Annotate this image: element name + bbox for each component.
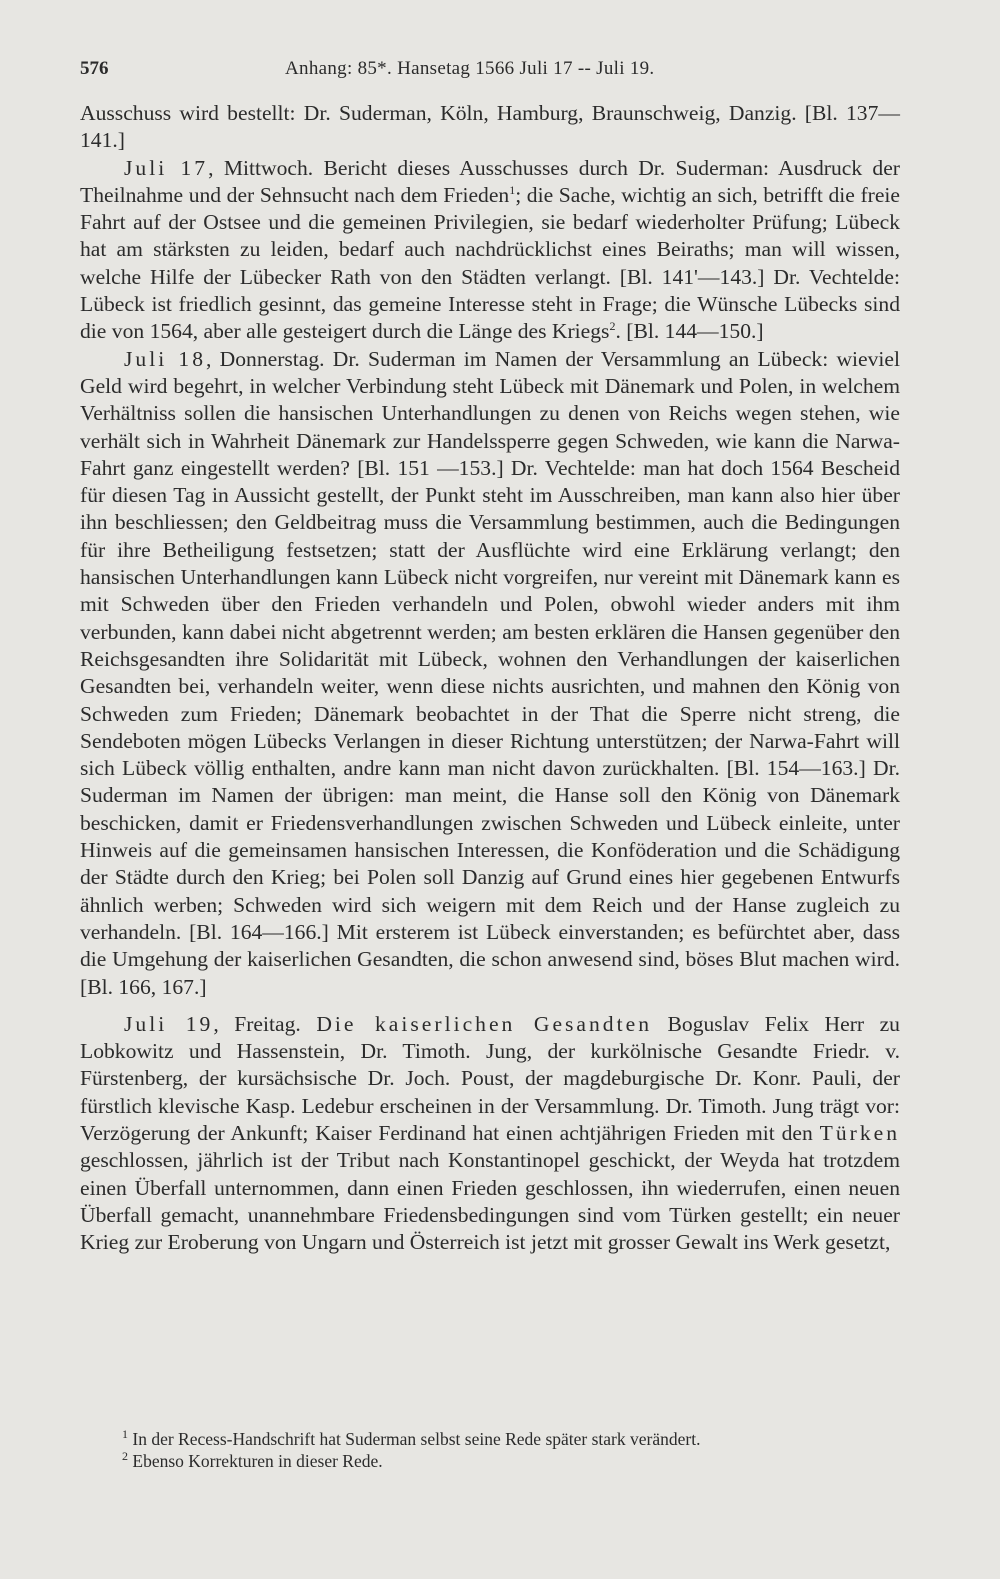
paragraph-2-text-b: ; die Sache, wichtig an sich, betrifft die freie Fahrt auf der Ostsee und die gemeinen Privilegien, sie bedarf wiederholter Prüfung; Lübeck hat am stärksten zu leiden, bedarf auch nachdrücklichst eines Beiraths; man will wissen, welche Hilfe der Lübecker Rath von den Städten verlangt. [Bl. 141'—143.] Dr. Vechtelde: Lübeck ist friedlich gesinnt, das gemeine Interesse steht in Frage; die Wünsche Lübecks sind die von 1564, aber alle gesteigert durch die Länge des Kriegs — [80, 182, 900, 344]
paragraph-1 — [80, 100, 900, 155]
footnote-mark-1: 1 — [122, 1427, 128, 1442]
paragraph-2-text-c: . [Bl. 144—150.] — [615, 319, 764, 344]
paragraph-2 — [80, 155, 900, 346]
paragraph-3-text: , Donnerstag. Dr. Suderman im Namen der Versammlung an Lübeck: wieviel Geld wird begehrt, in welcher Verbindung steht Lübeck mit Dänemark und Polen, in welchem Verhältniss sollen die hansischen Unterhandlungen zu denen von Reichs wegen stehen, wie verhält sich in Wahrheit Dänemark zur Handelssperre gegen Schweden, wie kann die Narwa-Fahrt ganz eingestellt werden? [Bl. 151 —153.] Dr. Vechtelde: man hat doch 1564 Bescheid für diesen Tag in Aussicht gestellt, der Punkt steht im Ausschreiben, man kann also hier über ihn beschliessen; den Geldbeitrag muss die Versammlung bestimmen, auch die Bedingungen für ihre Betheiligung festsetzen; statt der Ausflüchte wird eine Erklärung verlangt; den hansischen Unterhandlungen kann Lübeck nicht vorgreifen, nur vereint mit Dänemark kann es mit Schweden über den Frieden verhandeln und Polen, obwohl wieder anders mit ihm verbunden, kann dabei nicht abgetrennt werden; am besten erklären die Hansen gegenüber den Reichsgesandten ihre Solidarität mit Lübeck, wohnen den Verhandlungen der kaiserlichen Gesandten bei, verhandeln weiter, wenn diese nichts ausrichten, und mahnen den König von Schweden zum Frieden; Dänemark beobachtet in der That die Sperre nicht streng, die Sendeboten mögen Lübecks Verlangen in dieser Richtung unterstützen; der Narwa-Fahrt will sich Lübeck völlig enthalten, andre kann man nicht davon zurückhalten. [Bl. 154—163.] Dr. Suderman im Namen der übrigen: man meint, die Hanse soll den König von Dänemark beschicken, damit er Friedensverhandlungen zwischen Schweden und Lübeck einleite, unter Hinweis auf die gemeinsamen hansischen Interessen, die Konföderation und die Schädigung der Städte durch den Krieg; bei Polen soll Danzig auf Grund eines hier gegebenen Entwurfs ähnlich werben; Schweden wird sich weigern mit dem Reich und der Hanse zugleich zu verhandeln. [Bl. 164—166.] Mit ersterem ist Lübeck einverstanden; es befürchtet aber, dass die Umgehung der kaiserlichen Gesandten, die schon anwesend sind, böses Blut machen wird. [Bl. 166, 167.] — [80, 346, 900, 999]
page-number: 576 — [80, 58, 109, 79]
paragraph-4-text-a: , Freitag. — [213, 1011, 317, 1036]
date-juli-18: Juli 18 — [124, 346, 207, 371]
footnote-mark-2: 2 — [122, 1449, 128, 1464]
paragraph-4-text-c: geschlossen, jährlich ist der Tribut nach Konstantinopel geschickt, der Weyda hat trotzdem einen Überfall unternommen, dann einen Frieden geschlossen, ihn wiederrufen, einen neuen Überfall gemacht, unannehmbare Friedensbedingungen sind vom Türken gestellt; ein neuer Krieg zur Eroberung von Ungarn und Österreich ist jetzt mit grosser Gewalt ins Werk gesetzt, — [80, 1148, 900, 1255]
date-juli-19: Juli 19 — [124, 1011, 214, 1036]
footnote-1-text: In der Recess-Handschrift hat Suderman selbst seine Rede später stark verändert. — [128, 1429, 701, 1449]
footnote-2 — [122, 1450, 882, 1472]
paragraph-4 — [80, 1011, 900, 1257]
date-juli-17: Juli 17 — [124, 155, 209, 180]
paragraph-3 — [80, 346, 900, 1001]
running-title: Anhang: 85*. Hansetag 1566 Juli 17 -- Juli 19. — [285, 58, 655, 79]
spaced-kaiserliche-gesandten: Die kaiserlichen Gesandten — [316, 1011, 652, 1036]
footnote-ref-2: 2 — [609, 319, 616, 334]
running-head — [80, 58, 900, 92]
footnote-ref-1: 1 — [509, 182, 516, 197]
paragraph-4-text-b: Boguslav Felix Herr zu Lobkowitz und Hassenstein, Dr. Timoth. Jung, der kurkölnische Gesandte Friedr. v. Fürstenberg, der kursächsische Dr. Joch. Poust, der magdeburgische Dr. Konr. Pauli, der fürstlich klevische Kasp. Ledebur erscheinen in der Versammlung. Dr. Timoth. Jung trägt vor: Verzögerung der Ankunft; Kaiser Ferdinand hat einen achtjährigen Frieden mit den — [80, 1011, 900, 1145]
body-text — [80, 100, 900, 1256]
paragraph-1-text: Ausschuss wird bestellt: Dr. Suderman, Köln, Hamburg, Braunschweig, Danzig. [Bl. 137—141.] — [80, 101, 900, 153]
paragraph-2-text-a: , Mittwoch. Bericht dieses Ausschusses durch Dr. Suderman: Ausdruck der Theilnahme und der Sehnsucht nach dem Frieden — [80, 155, 900, 207]
spaced-tuerken: Türken — [819, 1120, 900, 1145]
footnote-1 — [122, 1428, 882, 1450]
footnote-2-text: Ebenso Korrekturen in dieser Rede. — [128, 1451, 383, 1471]
footnotes — [122, 1428, 882, 1472]
